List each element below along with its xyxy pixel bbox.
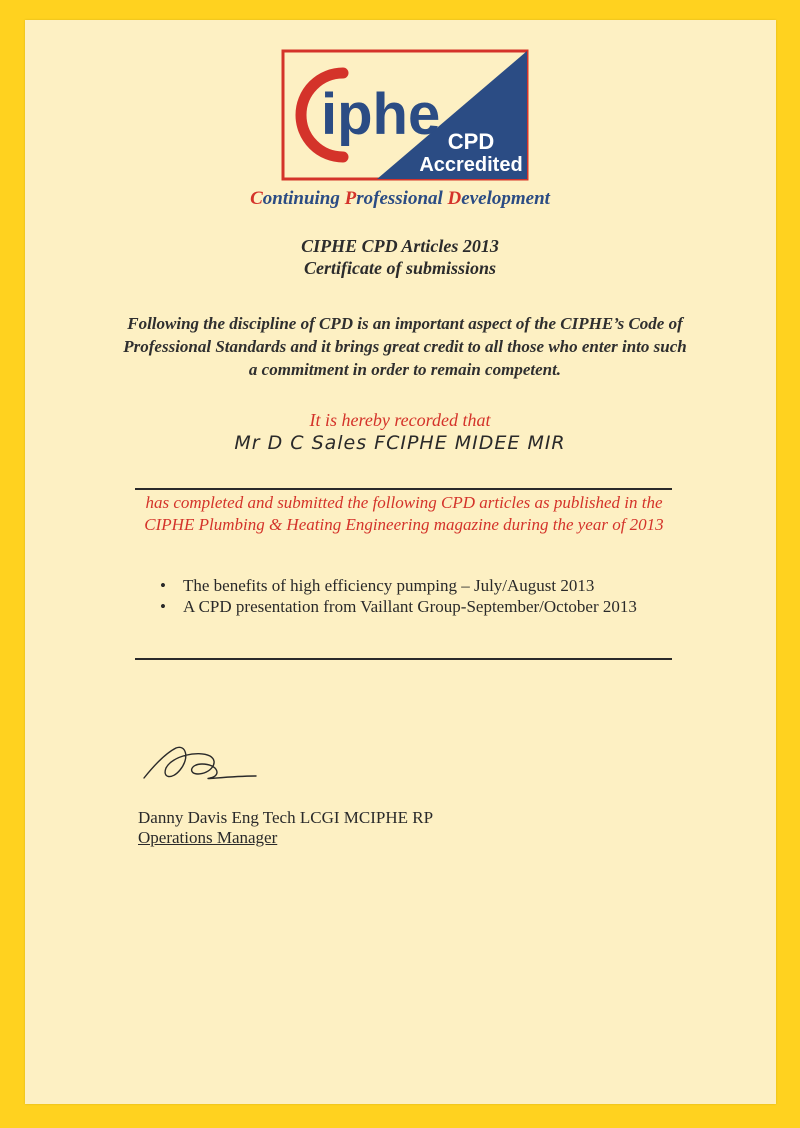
- logo-wordmark: iphe: [321, 82, 441, 147]
- tagline-word-development: evelopment: [461, 188, 550, 209]
- divider-top: [135, 488, 672, 490]
- cpd-tagline: [0, 188, 800, 210]
- logo-badge-cpd: CPD: [447, 129, 495, 154]
- recipient-name: Mr D C Sales FCIPHE MIDEE MIR: [234, 432, 566, 454]
- recorded-label: It is hereby recorded that: [309, 410, 491, 430]
- certificate-subtitle: Certificate of submissions: [303, 258, 496, 278]
- ciphe-cpd-accredited-logo: [281, 49, 529, 181]
- tagline-initial-p: P: [344, 188, 357, 209]
- intro-statement: Following the discipline of CPD is an important aspect of the CIPHE’s Code of Professional Standards and it brings great credit to all those who enter into such a commitment in order to remain competent.: [123, 314, 687, 379]
- tagline-word-professional: rofessional: [356, 188, 448, 209]
- article-list: [160, 575, 637, 617]
- completion-statement: has completed and submitted the following CPD articles as published in the CIPHE Plumbing & Heating Engineering magazine during the year of 2013: [144, 493, 664, 534]
- list-item: • A CPD presentation from Vaillant Group-September/October 2013: [160, 596, 637, 617]
- signatory-role: Operations Manager: [138, 828, 278, 847]
- signature: [140, 740, 260, 785]
- tagline-initial-d: D: [447, 188, 462, 209]
- divider-bottom: [135, 658, 672, 660]
- tagline-word-continuing: ontinuing: [262, 188, 345, 209]
- certificate-page: [25, 20, 776, 1104]
- certificate-title: CIPHE CPD Articles 2013: [301, 236, 499, 256]
- logo-badge-accredited: Accredited: [419, 154, 523, 176]
- signatory-name: Danny Davis Eng Tech LCGI MCIPHE RP: [138, 808, 434, 827]
- list-item: • The benefits of high efficiency pumping – July/August 2013: [160, 575, 637, 596]
- tagline-initial-c: C: [250, 188, 263, 209]
